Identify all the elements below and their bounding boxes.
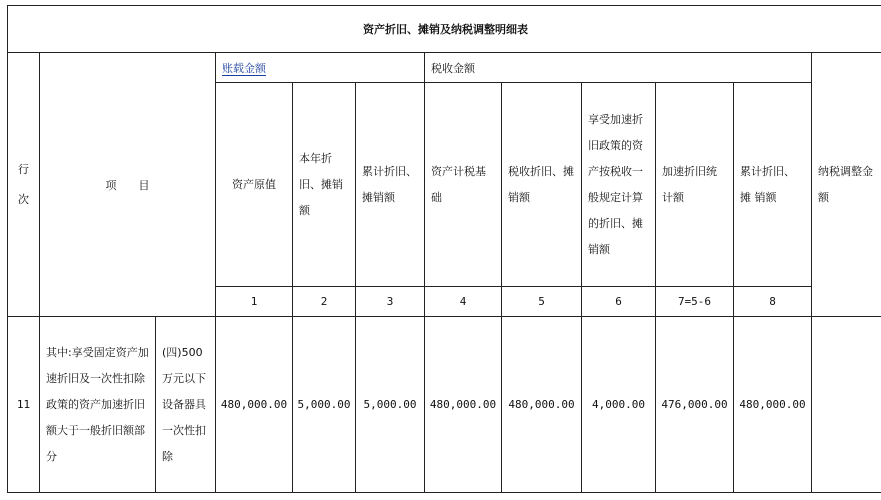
col-header-current-year-depreciation: 本年折旧、摊销额 [293,83,356,287]
item-header: 项 目 [40,53,216,317]
cell-tax-accumulated-depreciation: 480,000.00 [734,317,812,493]
tax-adjustment-header: 纳税调整金额 [812,53,881,317]
col-number-3: 3 [356,287,425,317]
row-number-header-label: 行次 [18,162,29,206]
col-header-accelerated-depreciation-stat: 加速折旧统计额 [656,83,734,287]
row-number-header [8,53,40,317]
cell-accumulated-depreciation: 5,000.00 [356,317,425,493]
col-number-2: 2 [293,287,356,317]
asset-depreciation-table [7,5,881,493]
col-header-asset-original-value: 资产原值 [216,83,293,287]
cell-tax-adjustment [812,317,881,493]
book-amount-label: 账载金额 [222,61,266,75]
col-number-5: 5 [502,287,582,317]
table-row [8,317,881,493]
col-number-8: 8 [734,287,812,317]
col-header-tax-accumulated-depreciation: 累计折旧、摊 销额 [734,83,812,287]
col-header-tax-depreciation: 税收折旧、摊销额 [502,83,582,287]
cell-current-year-depreciation: 5,000.00 [293,317,356,493]
cell-accelerated-depreciation-stat: 476,000.00 [656,317,734,493]
cell-asset-tax-basis: 480,000.00 [425,317,502,493]
cell-tax-depreciation: 480,000.00 [502,317,582,493]
col-header-asset-tax-basis: 资产计税基础 [425,83,502,287]
col-header-general-rule-depreciation: 享受加速折旧政策的资产按税收一般规定计算的折旧、摊销额 [582,83,656,287]
row-item-sub: (四)500万元以下设备器具一次性扣除 [156,317,216,493]
col-header-accumulated-depreciation: 累计折旧、摊销额 [356,83,425,287]
row-item-main: 其中:享受固定资产加速折旧及一次性扣除政策的资产加速折旧额大于一般折旧额部分 [40,317,156,493]
col-number-6: 6 [582,287,656,317]
cell-general-rule-depreciation: 4,000.00 [582,317,656,493]
row-line-number: 11 [8,317,40,493]
tax-adjustment-table-frame [7,5,881,496]
cell-asset-original-value: 480,000.00 [216,317,293,493]
book-amount-group-header [216,53,425,83]
col-number-7: 7=5-6 [656,287,734,317]
tax-amount-group-header: 税收金额 [425,53,812,83]
table-title: 资产折旧、摊销及纳税调整明细表 [8,6,881,53]
col-number-4: 4 [425,287,502,317]
col-number-1: 1 [216,287,293,317]
